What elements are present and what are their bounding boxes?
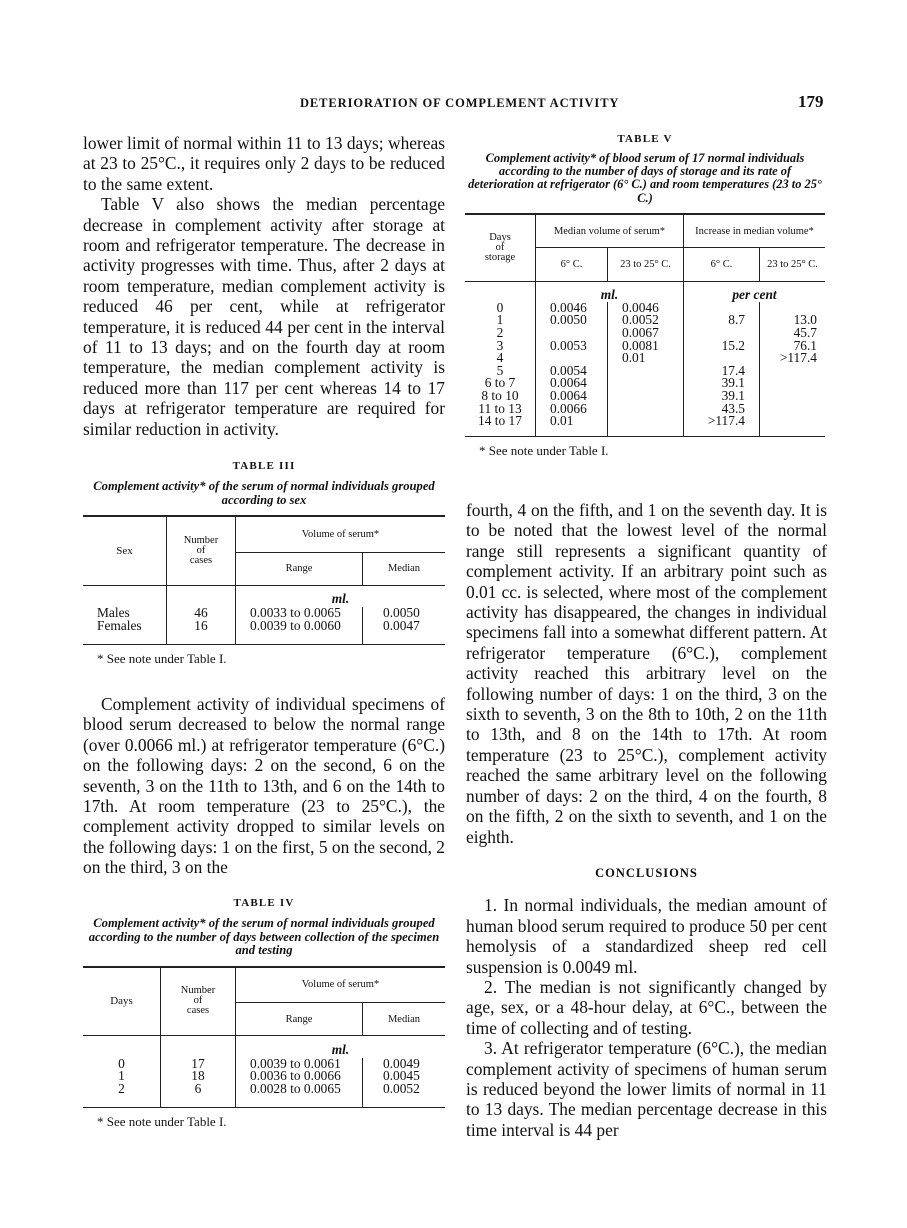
table-cell: 0.0046 (550, 299, 587, 315)
table-cell: 0.0053 (550, 337, 587, 353)
table-cell: 39.1 (721, 375, 745, 391)
table-cell (622, 415, 683, 428)
table-cell: 76.1 (793, 337, 817, 353)
table-cell: 0.0036 to 0.0066 (236, 1070, 363, 1083)
table-cell: 0.0066 (550, 400, 587, 416)
column-header-6c: 6° C. (536, 248, 608, 282)
table-footnote: * See note under Table I. (479, 442, 609, 458)
table-cell: 18 (161, 1070, 236, 1083)
body-paragraph: Complement activity of individual specimens of blood serum decreased to below the normal range (over 0.0066 ml.) at refrigerator temperature (6°C.) on the following days: 2 on the second, 6 on the seventh, 3 on the 11th to 13th, and 6 on the 14th to 17th. At room temperature (23 to 25°C.), the complement activity dropped to similar levels on the following days: 1 on the first, 5 on the second, 2 on the third, 3 on the (83, 694, 445, 878)
table-cell: 13.0 (793, 312, 817, 328)
volume-room-column (608, 299, 684, 436)
table-cell: 0.0064 (550, 387, 587, 403)
unit-label: ml. (331, 1041, 350, 1057)
table-cell: 46 (167, 607, 236, 620)
table-cell (760, 390, 817, 403)
table-cell: 0.0028 to 0.0065 (236, 1083, 363, 1108)
column-header-6c: 6° C. (684, 248, 760, 282)
table-cell: 16 (167, 620, 236, 645)
table-cell: 0.0050 (383, 605, 420, 620)
column-header-days-of-storage: Days of storage (465, 214, 536, 282)
table-cell: 17.4 (721, 362, 745, 378)
column-header-range: Range (236, 1003, 363, 1036)
table-cell: 2 (83, 1083, 161, 1108)
column-header-cases: Number of cases (161, 967, 236, 1036)
table-cell: 1 (496, 312, 504, 328)
column-header-median-volume: Median volume of serum* (536, 214, 684, 248)
table-cell: 0.0052 (383, 1080, 420, 1096)
table-caption: TABLE IV (233, 897, 295, 909)
table-cell: 15.2 (721, 337, 745, 353)
table-cell: 0 (83, 1058, 161, 1071)
section-heading: CONCLUSIONS (595, 865, 698, 880)
unit-label: per cent (732, 287, 777, 303)
body-paragraph: lower limit of normal within 11 to 13 days; whereas at 23 to 25°C., it requires only 2 days to be reduced to the same extent. (83, 133, 445, 194)
table-cell: 0.0054 (550, 362, 587, 378)
table-cell: 11 to 13 (478, 400, 522, 416)
table-cell: >117.4 (707, 413, 745, 429)
table-3-grid (83, 515, 445, 645)
page-number: 179 (798, 92, 824, 111)
table-cell: 0.0052 (622, 312, 659, 328)
table-cell: 0.0039 to 0.0060 (236, 620, 363, 645)
table-cell (760, 403, 817, 416)
increase-room-column (760, 302, 826, 436)
table-cell (622, 390, 683, 403)
left-column-top (83, 133, 445, 439)
table-cell: 0.0067 (622, 325, 659, 340)
table-cell: 0.0081 (622, 337, 659, 353)
conclusion-item: 1. In normal individuals, the median amount of human blood serum required to produce 50 per cent hemolysis of a standardized sheep red cell suspension is 0.0049 ml. (466, 895, 827, 977)
increase-6c-column (684, 302, 760, 436)
body-paragraph: Table V also shows the median percentage decrease in complement activity after storage at room and refrigerator temperature. The decrease in activity progresses with time. Thus, after 2 days at room temperature, median complement activity is reduced 46 per cent, while at refrigerator temperature, it is reduced 44 per cent in the interval of 11 to 13 days; and on the fourth day at room temperature, the median complement activity is reduced more than 117 per cent whereas 14 to 17 days at refrigerator temperature are required for similar reduction in activity. (83, 194, 445, 439)
column-header-volume: Volume of serum* (236, 967, 446, 1003)
table-cell: 0.0039 to 0.0061 (236, 1058, 363, 1071)
body-paragraph: fourth, 4 on the fifth, and 1 on the seventh day. It is to be noted that the lowest level of the normal range still represents a significant quantity of complement activity. If an arbitrary point such as 0.01 cc. is selected, where most of the complement activity has disappeared, the changes in individual specimens fall into a somewhat different pattern. At refrigerator temperature (6°C.), complement activity reached this arbitrary level on the following number of days: 1 on the third, 3 on the sixth to seventh, 3 on the 8th to 10th, 2 on the 11th to 13th, and 8 on the 14th to 17th. At room temperature (23 to 25°C.), complement activity reached the same arbitrary level on the following number of days: 2 on the third, 4 on the fourth, 8 on the fifth, 2 on the sixth to seventh, and 1 on the eighth. (466, 500, 827, 847)
column-header-median: Median (363, 552, 446, 585)
table-cell: 3 (496, 337, 504, 353)
table-cell (622, 377, 683, 390)
table-cell: 0.0047 (383, 617, 420, 633)
table-cell: 8.7 (728, 312, 745, 328)
table-footnote: * See note under Table I. (97, 651, 227, 667)
unit-label: ml. (331, 591, 350, 607)
table-cell (760, 377, 817, 390)
table-cell: >117.4 (779, 350, 817, 366)
table-cell: 6 to 7 (484, 375, 516, 391)
column-header-median: Median (363, 1003, 446, 1036)
table-cell: 0.0046 (622, 299, 659, 315)
volume-6c-column (536, 299, 608, 436)
table-cell: 0.0033 to 0.0065 (236, 607, 363, 620)
conclusion-item: 2. The median is not significantly changed by age, sex, or a 48-hour delay, at 6°C., between the time of collecting and of testing. (466, 976, 827, 1038)
table-5 (465, 133, 825, 459)
table-cell: 8 to 10 (481, 387, 519, 403)
column-header-volume: Volume of serum* (236, 516, 446, 552)
table-cell (760, 415, 817, 428)
column-header-range: Range (236, 552, 363, 585)
table-cell: 0.0050 (550, 312, 587, 328)
column-header-sex: Sex (83, 516, 167, 585)
column-header-room: 23 to 25° C. (608, 248, 684, 282)
table-cell: 4 (496, 350, 504, 366)
running-title: DETERIORATION OF COMPLEMENT ACTIVITY (300, 96, 620, 110)
table-cell: 0 (496, 299, 504, 315)
column-header-room: 23 to 25° C. (760, 248, 826, 282)
table-cell: 0.01 (550, 413, 574, 429)
table-title: Complement activity* of the serum of normal individuals grouped according to the number of days between collection of the specimen and testing (88, 916, 440, 957)
table-cell: 14 to 17 (478, 413, 522, 429)
days-column (465, 299, 536, 436)
table-4 (83, 897, 445, 1130)
table-cell: 0.01 (622, 350, 646, 366)
table-cell: 0.0049 (383, 1055, 420, 1071)
table-caption: TABLE III (232, 460, 296, 472)
table-cell (622, 365, 683, 378)
table-cell: 2 (496, 325, 504, 340)
table-title: Complement activity* of the serum of normal individuals grouped according to sex (93, 479, 435, 507)
column-header-cases: Number of cases (167, 516, 236, 585)
table-4-grid (83, 966, 445, 1109)
table-cell (622, 403, 683, 416)
table-cell (760, 365, 817, 378)
table-caption: TABLE V (617, 133, 673, 145)
table-cell: 0.0064 (550, 375, 587, 391)
table-cell: 43.5 (721, 400, 745, 416)
unit-label: ml. (536, 282, 684, 302)
table-cell: Males (83, 607, 167, 620)
table-cell: 5 (496, 362, 504, 378)
table-cell: 39.1 (721, 387, 745, 403)
table-cell: 1 (83, 1070, 161, 1083)
table-title: Complement activity* of blood serum of 17 normal individuals according to the number of days of storage and its rate of deterioration at refrigerator (6° C.) and room temperatures (23 to 25° C.) (468, 151, 822, 205)
column-header-days: Days (83, 967, 161, 1036)
left-column-bottom (83, 694, 445, 878)
table-cell: 17 (161, 1058, 236, 1071)
table-cell: 0.0045 (383, 1068, 420, 1084)
right-column (466, 500, 827, 1140)
table-cell: 45.7 (793, 325, 817, 340)
table-3 (83, 460, 445, 667)
conclusion-item: 3. At refrigerator temperature (6°C.), the median complement activity of specimens of human serum is reduced beyond the lower limits of normal in 11 to 13 days. The median percentage decrease in this time interval is 44 per (466, 1038, 827, 1140)
running-head (0, 92, 907, 116)
table-footnote: * See note under Table I. (97, 1114, 227, 1130)
table-cell: Females (83, 620, 167, 645)
table-5-grid (465, 213, 825, 437)
table-cell: 6 (161, 1083, 236, 1108)
column-header-increase: Increase in median volume* (684, 214, 826, 248)
